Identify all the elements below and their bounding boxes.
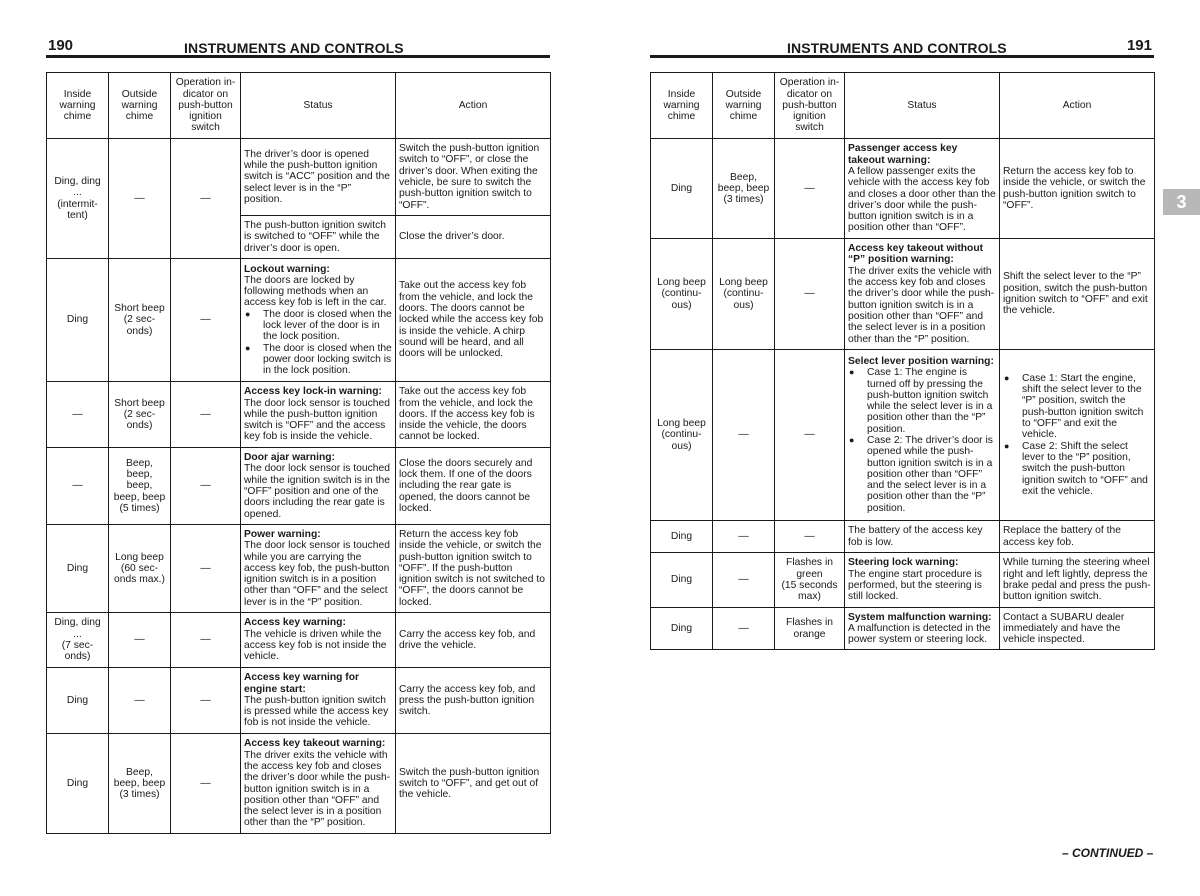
table-row: [651, 139, 1155, 239]
status-cell: [241, 525, 396, 613]
indicator-cell: —: [171, 448, 241, 525]
indicator-cell: —: [775, 521, 845, 553]
action-cell: [1000, 350, 1155, 521]
outside-chime-cell: Beep, beep, beep (3 times): [713, 139, 775, 239]
status-title: Steering lock warning:: [848, 557, 959, 569]
status-title: Access key warning:: [244, 617, 346, 629]
inside-chime-cell: Ding: [651, 139, 713, 239]
status-cell: [241, 734, 396, 834]
status-cell: [845, 239, 1000, 350]
status-text: The push-button ignition switch is pressed while the access key fob is not inside the vehicle.: [244, 694, 389, 729]
bullet-item: ● Case 1: Start the engine, shift the select lever to the “P” position, switch the push-button ignition switch to “OFF” and exit the vehicle.: [1003, 373, 1151, 441]
inside-chime-cell: —: [47, 448, 109, 525]
status-cell: The driver’s door is opened while the push-button ignition switch is “ACC” position and the select lever is in the “P” position.: [241, 139, 396, 216]
table-row: [47, 382, 551, 448]
status-text: The door lock sensor is touched while you are carrying the access key fob, the push-button ignition switch is in a position other than “OFF” and the select lever is in the “P” position.: [244, 540, 390, 608]
table-row: [47, 613, 551, 668]
indicator-cell: —: [775, 139, 845, 239]
status-cell: [845, 139, 1000, 239]
chapter-tab: 3: [1163, 189, 1200, 215]
status-title: Access key warning for engine start:: [244, 672, 360, 695]
header-status: Status: [845, 73, 1000, 139]
status-cell: [241, 259, 396, 382]
header-action: Action: [396, 73, 551, 139]
status-title: Access key takeout warning:: [244, 738, 386, 750]
page-title: INSTRUMENTS AND CONTROLS: [184, 40, 404, 56]
outside-chime-cell: Beep, beep, beep, beep, beep (5 times): [109, 448, 171, 525]
outside-chime-cell: Long beep (continu- ous): [713, 239, 775, 350]
action-cell: Carry the access key fob, and drive the vehicle.: [396, 613, 551, 668]
indicator-cell: —: [775, 239, 845, 350]
header-outside-chime: Outside warning chime: [713, 73, 775, 139]
outside-chime-cell: —: [109, 668, 171, 734]
header-indicator: Operation in- dicator on push-button ignition switch: [775, 73, 845, 139]
indicator-cell: Flashes in green (15 seconds max): [775, 553, 845, 608]
table-row: [651, 521, 1155, 553]
action-cell: Switch the push-button ignition switch to “OFF”, or close the driver’s door. When exiting the vehicle, be sure to switch the push-button ignition switch to “OFF”.: [396, 139, 551, 216]
table-row: [651, 239, 1155, 350]
table-header-row: [651, 73, 1155, 139]
header-action: Action: [1000, 73, 1155, 139]
table-row: [47, 448, 551, 525]
bullet-item: ● The door is closed when the lock lever of the door is in the lock position.: [244, 309, 392, 343]
page-number: 190: [48, 37, 74, 54]
indicator-cell: —: [171, 613, 241, 668]
status-text: The door lock sensor is touched while the ignition switch is in the “OFF” position and one of the doors including the rear gate is opened.: [244, 463, 390, 520]
action-bullets: [1003, 373, 1151, 497]
action-cell: Take out the access key fob from the vehicle, and lock the doors. The doors cannot be locked while the access key fob is inside the vehicle. A chirp sound will be heard, and all doors will be unlocked.: [396, 259, 551, 382]
table-row: [651, 608, 1155, 650]
action-cell: Replace the battery of the access key fob.: [1000, 521, 1155, 553]
bullet-item: ● Case 2: Shift the select lever to the “P” position, switch the push-button ignition switch to “OFF” and exit the vehicle.: [1003, 441, 1151, 497]
warning-chime-table-right: [650, 72, 1155, 650]
inside-chime-cell: Long beep (continu- ous): [651, 239, 713, 350]
inside-chime-cell: Ding, ding ... (7 sec- onds): [47, 613, 109, 668]
status-cell: [845, 608, 1000, 650]
indicator-cell: —: [171, 382, 241, 448]
status-text: The engine start procedure is performed, but the steering is still locked.: [848, 568, 982, 603]
outside-chime-cell: —: [109, 139, 171, 259]
right-page: [650, 0, 1154, 646]
header-inside-chime: Inside warning chime: [651, 73, 713, 139]
status-title: Power warning:: [244, 528, 321, 540]
table-row: [47, 525, 551, 613]
header-indicator: Operation in- dicator on push-button ignition switch: [171, 73, 241, 139]
status-cell: The push-button ignition switch is switched to “OFF” while the driver’s door is open.: [241, 216, 396, 259]
indicator-cell: Flashes in orange: [775, 608, 845, 650]
status-cell: [241, 668, 396, 734]
status-title: Lockout warning:: [244, 263, 330, 275]
table-row: [651, 350, 1155, 521]
inside-chime-cell: Long beep (continu- ous): [651, 350, 713, 521]
status-cell: [241, 382, 396, 448]
status-bullets: [244, 309, 392, 377]
inside-chime-cell: Ding: [651, 521, 713, 553]
inside-chime-cell: Ding: [651, 608, 713, 650]
status-title: Access key takeout without “P” position warning:: [848, 243, 984, 266]
status-bullets: [848, 367, 996, 514]
header-inside-chime: Inside warning chime: [47, 73, 109, 139]
status-text: The vehicle is driven while the access key fob is not inside the vehicle.: [244, 628, 387, 663]
outside-chime-cell: Long beep (60 sec- onds max.): [109, 525, 171, 613]
action-cell: Shift the select lever to the “P” position, switch the push-button ignition switch to “OFF” and exit the vehicle.: [1000, 239, 1155, 350]
status-title: Select lever position warning:: [848, 355, 994, 367]
table-row: [651, 553, 1155, 608]
outside-chime-cell: —: [109, 613, 171, 668]
outside-chime-cell: Short beep (2 sec- onds): [109, 382, 171, 448]
status-title: Access key lock-in warning:: [244, 386, 382, 398]
indicator-cell: —: [775, 350, 845, 521]
outside-chime-cell: —: [713, 350, 775, 521]
header-status: Status: [241, 73, 396, 139]
inside-chime-cell: Ding: [47, 259, 109, 382]
inside-chime-cell: —: [47, 382, 109, 448]
table-header-row: [47, 73, 551, 139]
status-cell: [241, 448, 396, 525]
left-page-header: [46, 0, 550, 58]
indicator-cell: —: [171, 525, 241, 613]
left-page: [46, 0, 550, 829]
status-title: System malfunction warning:: [848, 611, 992, 623]
action-cell: Close the doors securely and lock them. If one of the doors including the rear gate is opened, the doors cannot be locked.: [396, 448, 551, 525]
status-text: The door lock sensor is touched while the push-button ignition switch is “OFF” and the access key fob is inside the vehicle.: [244, 397, 390, 443]
indicator-cell: —: [171, 139, 241, 259]
table-row: [47, 668, 551, 734]
status-text: A fellow passenger exits the vehicle with the access key fob and closes a door other than the driver’s door while the push-button ignition switch is in a position other than “OFF”.: [848, 165, 996, 234]
indicator-cell: —: [171, 259, 241, 382]
warning-chime-table-left: [46, 72, 551, 834]
action-cell: Return the access key fob inside the vehicle, or switch the push-button ignition switch to “OFF”. If the push-button ignition switch is not switched to “OFF”, the doors cannot be locked.: [396, 525, 551, 613]
status-title: Door ajar warning:: [244, 452, 335, 464]
table-row: [47, 259, 551, 382]
inside-chime-cell: Ding, ding ... (intermit- tent): [47, 139, 109, 259]
outside-chime-cell: Short beep (2 sec- onds): [109, 259, 171, 382]
header-outside-chime: Outside warning chime: [109, 73, 171, 139]
bullet-item: ● The door is closed when the power door locking switch is in the lock position.: [244, 343, 392, 377]
indicator-cell: —: [171, 734, 241, 834]
continued-label: – CONTINUED –: [1062, 846, 1154, 860]
outside-chime-cell: —: [713, 521, 775, 553]
outside-chime-cell: —: [713, 553, 775, 608]
bullet-item: ● Case 1: The engine is turned off by pressing the push-button ignition switch while the select lever is in a position other than the “P” position.: [848, 367, 996, 435]
status-cell: [241, 613, 396, 668]
right-page-header: [650, 0, 1154, 58]
status-title: Passenger access key takeout warning:: [848, 143, 958, 166]
status-text: The driver exits the vehicle with the access key fob and closes the driver’s door while the push-button ignition switch is in a position other than “OFF” and the select lever is in a position other than the “P” position.: [244, 749, 391, 829]
status-text: The driver exits the vehicle with the access key fob and closes the driver’s door while the push-button ignition switch is in a position other than “OFF” and the select lever is in a position other than the “P” position.: [848, 265, 995, 345]
status-text: The doors are locked by following methods when an access key fob is left in the car.: [244, 274, 387, 309]
indicator-cell: —: [171, 668, 241, 734]
action-cell: Carry the access key fob, and press the push-button ignition switch.: [396, 668, 551, 734]
inside-chime-cell: Ding: [47, 525, 109, 613]
inside-chime-cell: Ding: [47, 734, 109, 834]
inside-chime-cell: Ding: [651, 553, 713, 608]
status-cell: [845, 553, 1000, 608]
action-cell: Close the driver’s door.: [396, 216, 551, 259]
inside-chime-cell: Ding: [47, 668, 109, 734]
action-cell: Take out the access key fob from the vehicle, and lock the doors. If the access key fob is inside the vehicle, the doors cannot be locked.: [396, 382, 551, 448]
action-cell: Return the access key fob to inside the vehicle, or switch the push-button ignition switch to “OFF”.: [1000, 139, 1155, 239]
status-text: A malfunction is detected in the power system or steering lock.: [848, 622, 991, 646]
page-title: INSTRUMENTS AND CONTROLS: [787, 40, 1007, 56]
outside-chime-cell: Beep, beep, beep (3 times): [109, 734, 171, 834]
action-cell: Contact a SUBARU dealer immediately and have the vehicle inspected.: [1000, 608, 1155, 650]
bullet-item: ● Case 2: The driver’s door is opened while the push-button ignition switch is in a position other than “OFF” and the select lever is in a position other than the “P” position.: [848, 435, 996, 514]
table-row: [47, 139, 551, 216]
status-cell: [845, 350, 1000, 521]
page-number: 191: [1126, 37, 1152, 54]
outside-chime-cell: —: [713, 608, 775, 650]
table-row: [47, 734, 551, 834]
action-cell: Switch the push-button ignition switch to “OFF”, and get out of the vehicle.: [396, 734, 551, 834]
status-cell: The battery of the access key fob is low.: [845, 521, 1000, 553]
action-cell: While turning the steering wheel right and left lightly, depress the brake pedal and press the push-button ignition switch.: [1000, 553, 1155, 608]
